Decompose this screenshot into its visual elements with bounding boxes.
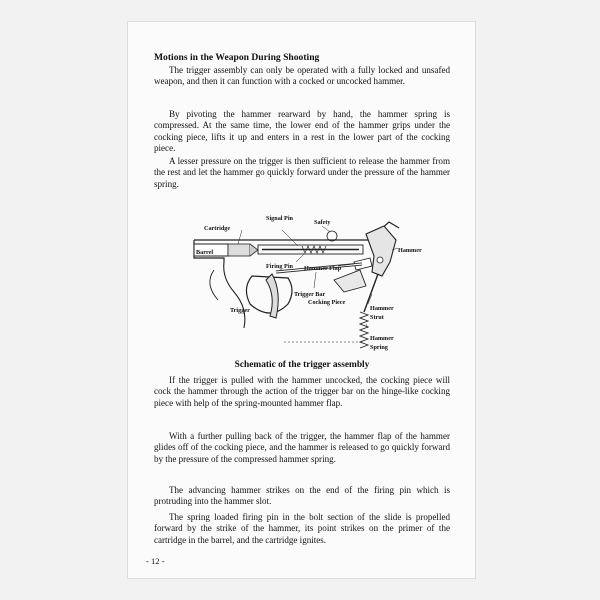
label-hammer-flap: Hammer Flap (304, 265, 342, 272)
label-trigger: Trigger (230, 307, 250, 314)
paragraph: The spring loaded firing pin in the bolt section of the slide is propelled forward by the strike of the hammer, its point strikes on the primer of the cartridge in the barrel, and the cartridge ignites. (154, 512, 450, 545)
label-hammer-spring-line1: Hammer (370, 335, 394, 342)
book-page (128, 22, 475, 578)
label-signal-pin: Signal Pin (266, 215, 293, 222)
label-barrel: Barrel (196, 249, 214, 256)
schematic-drawing (184, 200, 434, 358)
paragraph: By pivoting the hammer rearward by hand, the hammer spring is compressed. At the same time, the lower end of the hammer grips under the cocking piece, lifts it up and enters in a rest in the lower part of the cocking piece. (154, 109, 450, 154)
paragraph: With a further pulling back of the trigger, the hammer flap of the hammer glides off of the cocking piece, and the hammer is released to go quickly forward by the pressure of the compressed hammer spring. (154, 431, 450, 464)
label-firing-pin: Firing Pin (266, 263, 293, 270)
label-hammer-spring-line2: Spring (370, 344, 388, 351)
page-number: - 12 - (146, 556, 165, 566)
paragraph: The advancing hammer strikes on the end of the firing pin which is protruding into the hammer slot. (154, 485, 450, 507)
label-safety: Safety (314, 219, 331, 226)
label-cartridge: Cartridge (204, 225, 231, 232)
paragraph: A lesser pressure on the trigger is then sufficient to release the hammer from the rest and let the hammer go quickly forward under the pressure of the hammer spring. (154, 156, 450, 189)
diagram-caption: Schematic of the trigger assembly (234, 360, 370, 370)
label-hammer-strut-line2: Strut (370, 314, 384, 321)
label-hammer: Hammer (398, 247, 422, 254)
label-trigger-bar: Trigger Bar (294, 291, 326, 298)
label-cocking-piece: Cocking Piece (308, 299, 346, 306)
section-heading: Motions in the Weapon During Shooting (154, 52, 320, 63)
label-hammer-strut-line1: Hammer (370, 305, 394, 312)
paragraph: If the trigger is pulled with the hammer uncocked, the cocking piece will cock the hammer through the action of the trigger bar on the hinge-like cocking piece with help of the spring-mounted hammer flap. (154, 375, 450, 408)
trigger-assembly-schematic (184, 200, 434, 358)
paragraph: The trigger assembly can only be operated with a fully locked and unsafed weapon, and then it can function with a cocked or uncocked hammer. (154, 65, 450, 87)
